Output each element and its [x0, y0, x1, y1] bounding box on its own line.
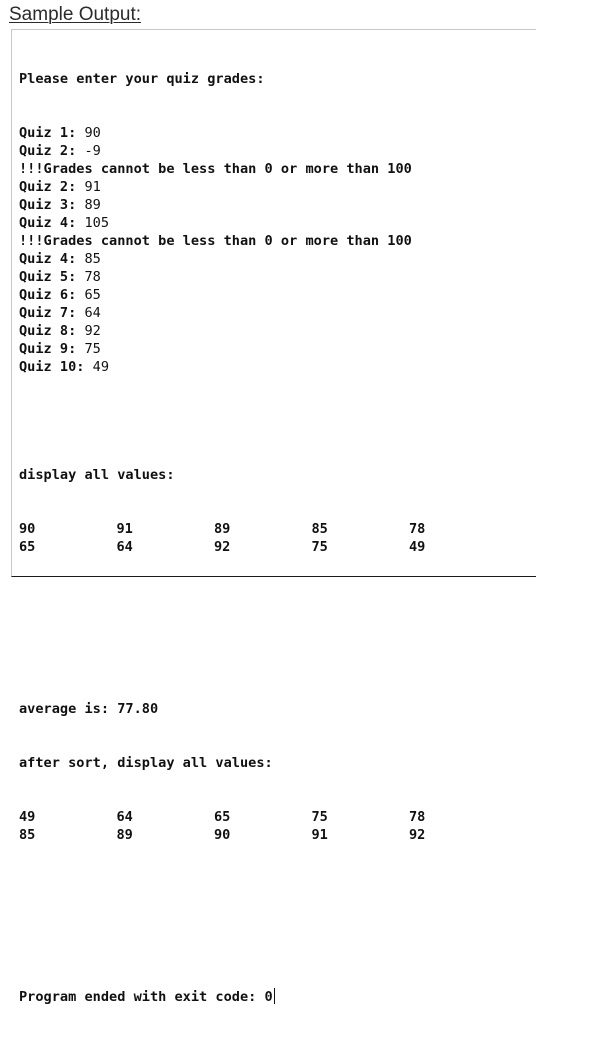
exit-text: Program ended with exit code: 0: [19, 989, 273, 1005]
quiz-value: 90: [84, 125, 101, 141]
quiz-label: Quiz 9:: [19, 341, 77, 357]
value-cell: 64: [116, 809, 133, 825]
error-message: !!!Grades cannot be less than 0 or more than 100: [19, 161, 412, 177]
blank-line: [19, 880, 507, 898]
value-cell: 91: [116, 521, 133, 537]
sorted-values-table: [19, 808, 507, 844]
quiz-entry: [19, 286, 507, 304]
value-cell: 49: [409, 539, 426, 555]
quiz-label: Quiz 3:: [19, 197, 77, 213]
value-cell: 92: [409, 827, 426, 843]
quiz-value: 49: [92, 359, 110, 375]
sorted-values-row: [19, 826, 507, 844]
blank-line: [19, 934, 507, 952]
value-cell: 78: [409, 809, 426, 825]
display-values-row: [19, 520, 507, 538]
text-cursor: [274, 988, 275, 1004]
quiz-value: -9: [84, 143, 101, 159]
quiz-label: Quiz 6:: [19, 287, 77, 303]
value-cell: 85: [311, 521, 328, 537]
quiz-entry: [19, 142, 507, 160]
quiz-value: 89: [84, 197, 101, 213]
display-header: display all values:: [19, 467, 175, 483]
sorted-header: after sort, display all values:: [19, 755, 273, 771]
quiz-entry: [19, 322, 507, 340]
quiz-label: Quiz 4:: [19, 215, 77, 231]
quiz-label: Quiz 8:: [19, 323, 77, 339]
average-line: average is: 77.80: [19, 701, 159, 717]
blank-line: [19, 592, 507, 610]
quiz-label: Quiz 7:: [19, 305, 77, 321]
quiz-value: 92: [84, 323, 101, 339]
value-cell: 91: [311, 827, 328, 843]
value-cell: 89: [116, 827, 133, 843]
quiz-value: 105: [84, 215, 110, 231]
display-values-row: [19, 538, 507, 556]
quiz-value: 91: [84, 179, 101, 195]
value-cell: 75: [311, 539, 328, 555]
quiz-entry: [19, 178, 507, 196]
quiz-label: Quiz 5:: [19, 269, 77, 285]
console-text: [19, 34, 507, 1042]
value-cell: 65: [214, 809, 231, 825]
quiz-entry: [19, 124, 507, 142]
quiz-entry: [19, 250, 507, 268]
blank-line: [19, 412, 507, 430]
value-cell: 90: [19, 521, 36, 537]
value-cell: 78: [409, 521, 426, 537]
value-cell: 49: [19, 809, 36, 825]
quiz-label: Quiz 2:: [19, 179, 77, 195]
quiz-entry: [19, 196, 507, 214]
quiz-entry: [19, 340, 507, 358]
value-cell: 89: [214, 521, 231, 537]
quiz-value: 75: [84, 341, 101, 357]
quiz-label: Quiz 1:: [19, 125, 77, 141]
error-message: !!!Grades cannot be less than 0 or more than 100: [19, 233, 412, 249]
console-output-panel: [11, 29, 536, 1005]
exit-line: [19, 988, 507, 1006]
quiz-label: Quiz 10:: [19, 359, 85, 375]
sorted-values-row: [19, 808, 507, 826]
quiz-entry: [19, 358, 507, 376]
value-cell: 75: [311, 809, 328, 825]
quiz-value: 78: [84, 269, 101, 285]
quiz-entry: [19, 268, 507, 286]
quiz-entry: [19, 214, 507, 232]
value-cell: 85: [19, 827, 36, 843]
value-cell: 90: [214, 827, 231, 843]
blank-line: [19, 646, 507, 664]
quiz-value: 65: [84, 287, 101, 303]
value-cell: 92: [214, 539, 231, 555]
quiz-label: Quiz 4:: [19, 251, 77, 267]
display-values-table: [19, 520, 507, 556]
value-cell: 64: [116, 539, 133, 555]
quiz-entry: [19, 304, 507, 322]
quiz-entry-list: [19, 124, 507, 376]
value-cell: 65: [19, 539, 36, 555]
quiz-value: 85: [84, 251, 101, 267]
page-heading: Sample Output:: [9, 4, 142, 25]
prompt-line: Please enter your quiz grades:: [19, 71, 265, 87]
quiz-value: 64: [84, 305, 101, 321]
quiz-label: Quiz 2:: [19, 143, 77, 159]
